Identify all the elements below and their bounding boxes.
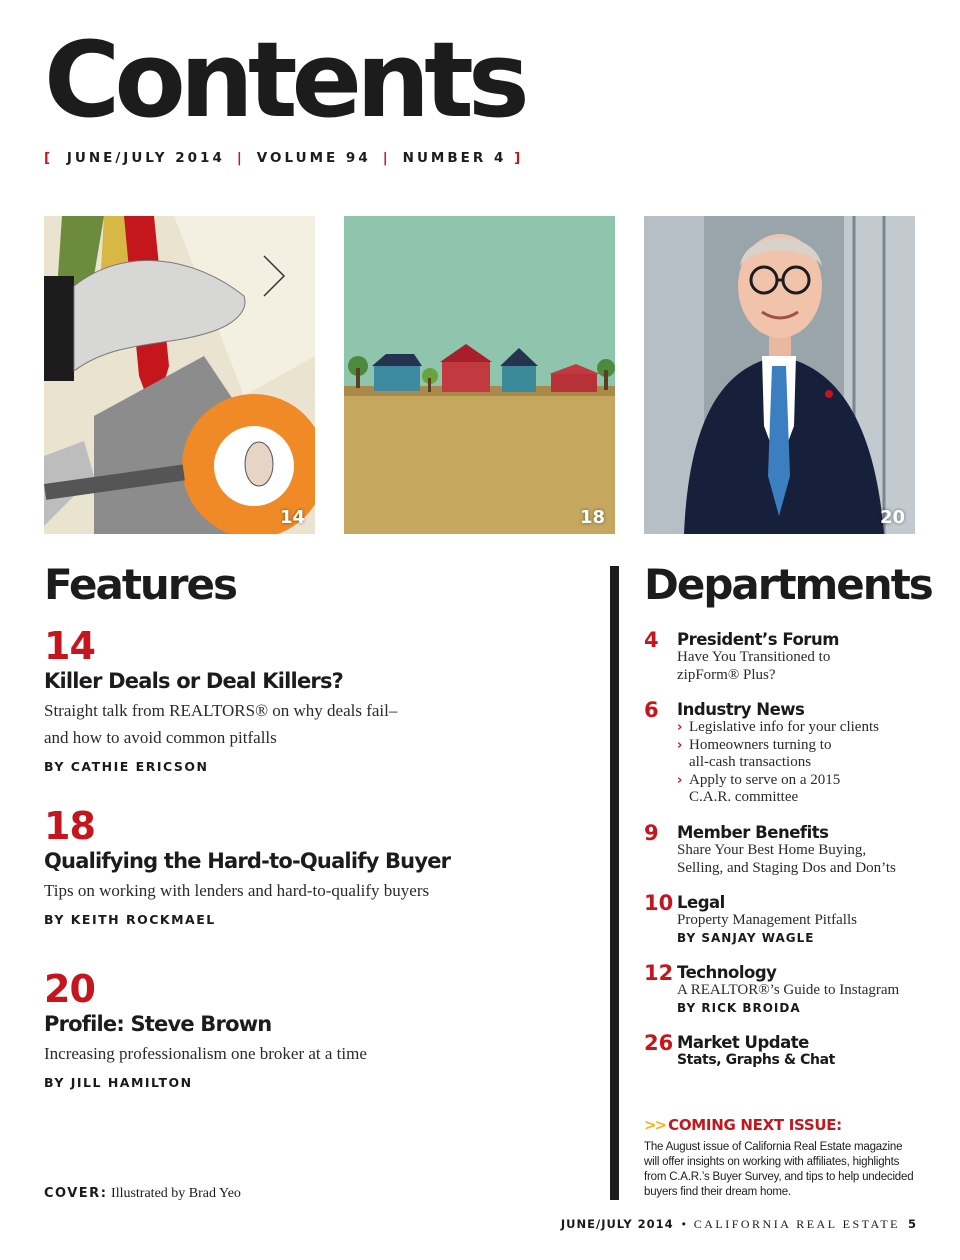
bullet-line: Apply to serve on a 2015 (689, 771, 841, 788)
features-heading: Features (44, 560, 236, 609)
department-title[interactable]: Market Update (677, 1033, 809, 1052)
department-line: Selling, and Staging Dos and Don’ts (677, 859, 896, 876)
department-page-number: 12 (644, 961, 674, 985)
coming-next-line: The August issue of California Real Estate magazine (644, 1141, 903, 1153)
feature-title[interactable]: Killer Deals or Deal Killers? (44, 669, 344, 693)
department-byline: BY RICK BROIDA (677, 1000, 801, 1015)
department-page-number: 6 (644, 698, 659, 722)
issue-number: NUMBER 4 (402, 150, 507, 166)
feature-desc-line: Tips on working with lenders and hard-to-qualify buyers (44, 881, 430, 900)
department-bullet (677, 737, 924, 772)
issue-info (44, 150, 523, 166)
feature-item[interactable] (44, 804, 564, 927)
feature-desc-line: Increasing professionalism one broker at a time (44, 1044, 367, 1063)
feature-image-portrait[interactable] (644, 216, 915, 534)
coming-next-line: buyers find their dream home. (644, 1186, 791, 1198)
coming-next-body (644, 1140, 924, 1200)
column-divider (610, 566, 619, 1200)
department-line: A REALTOR®’s Guide to Instagram (677, 982, 900, 998)
feature-title[interactable]: Profile: Steve Brown (44, 1012, 272, 1036)
feature-byline: BY KEITH ROCKMAEL (44, 912, 216, 927)
department-item[interactable] (644, 1033, 924, 1068)
feature-item[interactable] (44, 624, 564, 774)
houses-illustration (344, 216, 615, 534)
bracket-close: ] (514, 150, 524, 166)
department-page-number: 4 (644, 628, 659, 652)
departments-heading: Departments (644, 560, 932, 609)
cover-value: Illustrated by Brad Yeo (111, 1186, 241, 1201)
department-item[interactable] (644, 630, 924, 684)
double-chevron-icon: >> (644, 1116, 666, 1134)
coming-next-heading (644, 1116, 924, 1134)
footer-publication: CALIFORNIA REAL ESTATE (693, 1217, 900, 1231)
cover-label: COVER: (44, 1186, 108, 1201)
department-bullet (677, 772, 924, 807)
feature-page-number: 14 (44, 624, 95, 668)
department-title[interactable]: Member Benefits (677, 823, 829, 842)
feature-image-houses[interactable] (344, 216, 615, 534)
department-title[interactable]: Industry News (677, 700, 805, 719)
feature-description (44, 1040, 564, 1067)
bullet-text (689, 737, 831, 772)
photo-page-number: 14 (279, 507, 305, 528)
department-page-number: 26 (644, 1031, 674, 1055)
department-line: Share Your Best Home Buying, (677, 842, 867, 858)
department-byline: BY SANJAY WAGLE (677, 930, 815, 945)
feature-item[interactable] (44, 967, 564, 1090)
portrait-photo (644, 216, 915, 534)
feature-desc-line: Straight talk from REALTORS® on why deals fail– (44, 701, 398, 720)
photo-page-number: 18 (579, 507, 605, 528)
feature-title[interactable]: Qualifying the Hard-to-Qualify Buyer (44, 849, 451, 873)
department-title[interactable]: Legal (677, 893, 725, 912)
feature-byline: BY CATHIE ERICSON (44, 759, 209, 774)
feature-image-collage[interactable] (44, 216, 315, 534)
coming-next-issue (644, 1116, 924, 1200)
feature-byline: BY JILL HAMILTON (44, 1075, 193, 1090)
footer-dot: • (681, 1219, 686, 1231)
feature-desc-line: and how to avoid common pitfalls (44, 728, 277, 747)
coming-next-line: from C.A.R.’s Buyer Survey, and tips to help undecided (644, 1171, 914, 1183)
page-footer (561, 1217, 916, 1232)
volume: VOLUME 94 (256, 150, 371, 166)
separator: | (382, 150, 391, 166)
chevron-right-icon: › (677, 737, 683, 753)
photo-page-number: 20 (879, 507, 905, 528)
department-item[interactable] (644, 893, 924, 945)
department-title[interactable]: President’s Forum (677, 630, 839, 649)
bullet-text (689, 772, 840, 807)
bullet-line: Homeowners turning to (689, 736, 832, 753)
feature-description (44, 877, 564, 904)
feature-page-number: 20 (44, 967, 95, 1011)
bullet-text: Legislative info for your clients (689, 719, 879, 735)
department-line: Property Management Pitfalls (677, 912, 857, 928)
bullet-line: C.A.R. committee (689, 789, 799, 805)
department-bullet (677, 719, 924, 737)
footer-issue: JUNE/JULY 2014 (560, 1217, 674, 1231)
bullet-line: all-cash transactions (689, 754, 812, 770)
chevron-right-icon: › (677, 720, 683, 735)
department-item[interactable] (644, 963, 924, 1015)
cover-credit (44, 1185, 241, 1202)
department-title[interactable]: Technology (677, 963, 777, 982)
department-line: Have You Transitioned to (677, 649, 831, 665)
department-line: zipForm® Plus? (677, 666, 776, 683)
coming-next-line: will offer insights on working with affiliates, highlights (644, 1156, 900, 1168)
department-item[interactable] (644, 823, 924, 877)
feature-page-number: 18 (44, 804, 95, 848)
department-item[interactable] (644, 700, 924, 807)
separator: | (236, 150, 245, 166)
coming-next-title: COMING NEXT ISSUE: (668, 1116, 842, 1134)
footer-page-number: 5 (907, 1217, 916, 1231)
feature-description (44, 697, 564, 751)
page-title: Contents (44, 19, 524, 141)
chevron-right-icon: › (677, 772, 683, 788)
department-subtitle: Stats, Graphs & Chat (677, 1052, 835, 1068)
bracket-open: [ (44, 150, 54, 166)
department-page-number: 10 (644, 891, 674, 915)
issue-date: JUNE/JULY 2014 (66, 150, 225, 166)
department-page-number: 9 (644, 821, 659, 845)
collage-illustration (44, 216, 315, 534)
